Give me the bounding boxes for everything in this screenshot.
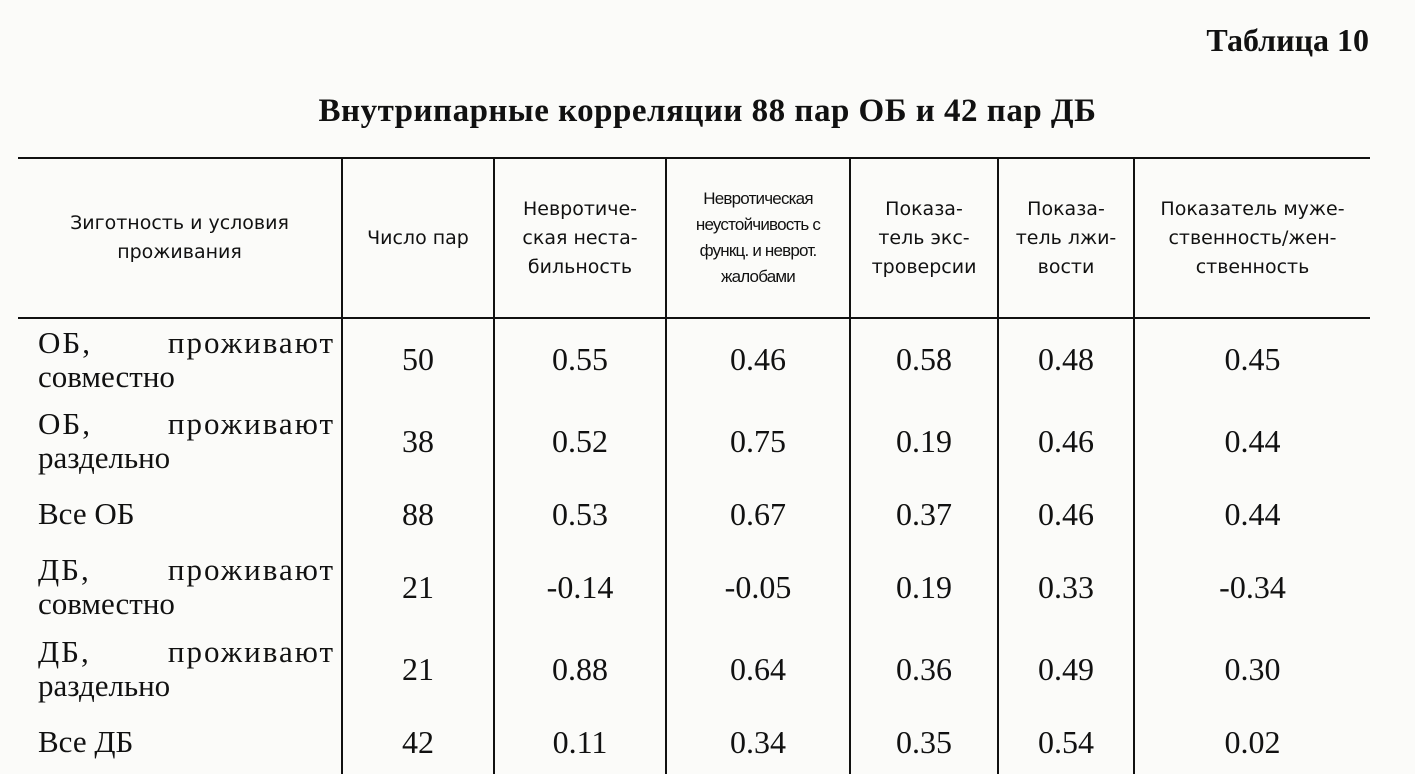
header-row (18, 158, 1370, 318)
header-line: Показатель муже- (1160, 197, 1345, 220)
row-label-line: ОБ, проживают (38, 324, 335, 360)
correlation-table (18, 157, 1370, 774)
cell-value: -0.34 (1134, 546, 1370, 628)
cell-value: -0.14 (494, 546, 666, 628)
header-line: троверсии (871, 255, 977, 278)
col-header-zygosity (18, 158, 342, 318)
header-line: Невротическая (703, 189, 813, 208)
cell-value: 0.55 (494, 318, 666, 400)
row-label-line: раздельно (38, 668, 171, 703)
cell-pairs: 88 (342, 482, 494, 546)
cell-value: 0.64 (666, 628, 850, 710)
row-label (18, 710, 342, 774)
table-title: Внутрипарные корреляции 88 пар ОБ и 42 пар ДБ (318, 93, 1097, 129)
row-label (18, 400, 342, 482)
cell-value: 0.52 (494, 400, 666, 482)
col-header-neurotic-complaints (666, 158, 850, 318)
header-line: тель экс- (878, 226, 970, 249)
table-number: Таблица 10 (1206, 22, 1369, 58)
row-label-line: ОБ, проживают (38, 406, 335, 441)
cell-value: 0.37 (850, 482, 998, 546)
cell-value: 0.44 (1134, 400, 1370, 482)
cell-value: 0.49 (998, 628, 1134, 710)
header-line: Число пар (367, 226, 469, 249)
row-label-line: совместно (38, 358, 175, 394)
cell-value: 0.58 (850, 318, 998, 400)
header-line: проживания (117, 241, 242, 263)
cell-value: -0.05 (666, 546, 850, 628)
cell-value: 0.75 (666, 400, 850, 482)
table-row (18, 400, 1370, 482)
header-line: Зиготность и условия (70, 212, 289, 234)
header-line: функц. и неврот. (699, 241, 817, 260)
row-label-line: Все ДБ (38, 724, 134, 759)
col-header-neurotic-instability (494, 158, 666, 318)
cell-value: 0.45 (1134, 318, 1370, 400)
header-line: жалобами (721, 267, 795, 286)
cell-value: 0.19 (850, 546, 998, 628)
header-line: бильность (527, 255, 633, 278)
cell-value: 0.33 (998, 546, 1134, 628)
header-line: Невротиче- (522, 197, 638, 220)
header-line: ственность (1195, 255, 1310, 278)
header-line: тель лжи- (1015, 226, 1117, 249)
row-label (18, 546, 342, 628)
header-line: ская неста- (522, 226, 638, 249)
cell-pairs: 21 (342, 628, 494, 710)
cell-pairs: 38 (342, 400, 494, 482)
cell-value: 0.67 (666, 482, 850, 546)
row-label (18, 482, 342, 546)
table-row (18, 318, 1370, 400)
cell-value: 0.46 (666, 318, 850, 400)
table-row (18, 628, 1370, 710)
table-row (18, 710, 1370, 774)
row-label-line: ДБ, проживают (38, 634, 335, 669)
cell-pairs: 21 (342, 546, 494, 628)
row-label (18, 318, 342, 400)
col-header-pairs (342, 158, 494, 318)
cell-value: 0.30 (1134, 628, 1370, 710)
col-header-masculinity (1134, 158, 1370, 318)
cell-value: 0.46 (998, 400, 1134, 482)
cell-pairs: 42 (342, 710, 494, 774)
cell-value: 0.88 (494, 628, 666, 710)
cell-value: 0.34 (666, 710, 850, 774)
cell-value: 0.11 (494, 710, 666, 774)
header-line: Показа- (1027, 197, 1105, 220)
cell-value: 0.36 (850, 628, 998, 710)
table-row (18, 482, 1370, 546)
row-label-line: совместно (38, 586, 175, 621)
cell-pairs: 50 (342, 318, 494, 400)
row-label-line: раздельно (38, 440, 171, 475)
cell-value: 0.46 (998, 482, 1134, 546)
header-line: неустойчивость с (695, 215, 821, 234)
col-header-lie-scale (998, 158, 1134, 318)
row-label-line: ДБ, проживают (38, 552, 335, 587)
header-line: вости (1037, 255, 1095, 278)
row-label (18, 628, 342, 710)
cell-value: 0.44 (1134, 482, 1370, 546)
cell-value: 0.54 (998, 710, 1134, 774)
header-line: Показа- (885, 197, 963, 220)
table-row (18, 546, 1370, 628)
header-line: ственность/жен- (1168, 226, 1337, 249)
cell-value: 0.02 (1134, 710, 1370, 774)
cell-value: 0.48 (998, 318, 1134, 400)
cell-value: 0.35 (850, 710, 998, 774)
cell-value: 0.19 (850, 400, 998, 482)
col-header-extraversion (850, 158, 998, 318)
row-label-line: Все ОБ (38, 496, 135, 531)
cell-value: 0.53 (494, 482, 666, 546)
